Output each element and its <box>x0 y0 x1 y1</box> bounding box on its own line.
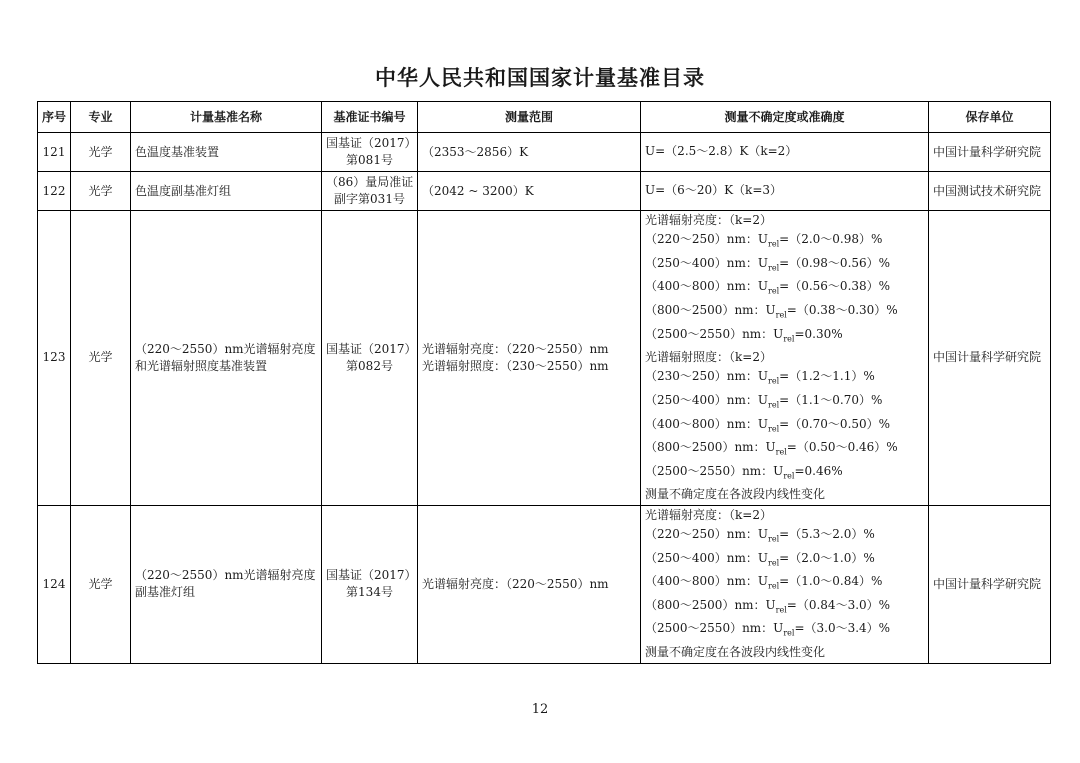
uncertainty-value: =（0.70～0.50）% <box>779 416 891 431</box>
uncertainty-line <box>645 301 924 325</box>
rel-subscript: rel <box>775 310 787 320</box>
cell-no: 124 <box>38 505 71 663</box>
uncertainty-value: =（0.50～0.46）% <box>786 440 898 455</box>
uncertainty-line <box>645 572 924 596</box>
uncertainty-value: =（2.0～0.98）% <box>779 232 883 247</box>
uncertainty-value: 光谱辐射亮度：（k=2） <box>645 213 772 227</box>
cell-field: 光学 <box>71 211 131 506</box>
uncertainty-prefix: （400～800）nm：U <box>645 279 769 294</box>
uncertainty-value: =（1.1～0.70）% <box>779 392 883 407</box>
uncertainty-line <box>645 549 924 573</box>
cell-uncertainty <box>641 211 929 506</box>
uncertainty-value: =（0.38～0.30）% <box>786 302 898 317</box>
rel-subscript: rel <box>768 376 780 386</box>
rel-subscript: rel <box>768 286 780 296</box>
uncertainty-line <box>645 181 924 200</box>
page-number: 12 <box>531 702 549 717</box>
uncertainty-prefix: （250～400）nm：U <box>645 550 769 565</box>
rel-subscript: rel <box>768 263 780 273</box>
uncertainty-line <box>645 462 924 486</box>
uncertainty-value: =0.46% <box>794 463 843 478</box>
cell-uncertainty <box>641 133 929 172</box>
uncertainty-value: 测量不确定度在各波段内线性变化 <box>645 645 826 660</box>
cell-range <box>418 211 641 506</box>
rel-subscript: rel <box>783 333 795 343</box>
uncertainty-line <box>645 619 924 643</box>
uncertainty-line <box>645 596 924 620</box>
cell-unit: 中国测试技术研究院 <box>929 172 1051 211</box>
header-cert: 基准证书编号 <box>322 102 418 133</box>
uncertainty-prefix: （800～2500）nm：U <box>645 597 776 612</box>
uncertainty-prefix: U <box>645 183 656 198</box>
uncertainty-value: =（1.0～0.84）% <box>779 574 883 589</box>
uncertainty-line <box>645 415 924 439</box>
header-field: 专业 <box>71 102 131 133</box>
uncertainty-value: =0.30% <box>794 326 843 341</box>
cell-range <box>418 133 641 172</box>
uncertainty-value: =（2.5～2.8）K（k=2） <box>655 144 798 159</box>
uncertainty-prefix: （250～400）nm：U <box>645 255 769 270</box>
cell-range <box>418 505 641 663</box>
cell-cert <box>322 172 418 211</box>
cell-no: 121 <box>38 133 71 172</box>
page-title: 中华人民共和国国家计量基准目录 <box>375 66 705 90</box>
range-line: （2353～2856）K <box>422 144 529 159</box>
cert-line: 第081号 <box>346 153 393 167</box>
uncertainty-value: =（0.98～0.56）% <box>779 255 891 270</box>
uncertainty-prefix: （2500～2550）nm：U <box>645 463 784 478</box>
cell-unit: 中国计量科学研究院 <box>929 211 1051 506</box>
cell-range <box>418 172 641 211</box>
rel-subscript: rel <box>775 447 787 457</box>
uncertainty-prefix: U <box>645 144 656 159</box>
cert-line: 副字第031号 <box>334 192 405 206</box>
cert-line: 第134号 <box>346 585 393 600</box>
cert-line: 国基证（2017） <box>326 136 417 150</box>
uncertainty-prefix: （2500～2550）nm：U <box>645 326 784 341</box>
table-header-row <box>38 102 1051 133</box>
uncertainty-value: 光谱辐射照度：（k=2） <box>645 350 772 365</box>
uncertainty-value: =（5.3～2.0）% <box>779 527 875 542</box>
cert-line: 国基证（2017） <box>326 568 417 583</box>
cert-line: （86）量局准证 <box>326 175 414 189</box>
uncertainty-value: =（0.84～3.0）% <box>786 597 891 612</box>
cell-uncertainty <box>641 172 929 211</box>
cell-no: 122 <box>38 172 71 211</box>
header-unit: 保存单位 <box>929 102 1051 133</box>
uncertainty-prefix: （400～800）nm：U <box>645 574 769 589</box>
rel-subscript: rel <box>768 558 780 568</box>
rel-subscript: rel <box>783 628 795 638</box>
table-row <box>38 133 1051 172</box>
uncertainty-line <box>645 367 924 391</box>
rel-subscript: rel <box>768 239 780 249</box>
uncertainty-prefix: （220～250）nm：U <box>645 232 769 247</box>
header-uncertainty: 测量不确定度或准确度 <box>641 102 929 133</box>
cell-field: 光学 <box>71 172 131 211</box>
uncertainty-value: =（0.56～0.38）% <box>779 279 891 294</box>
uncertainty-line <box>645 254 924 278</box>
uncertainty-line <box>645 506 924 525</box>
cert-line: 国基证（2017） <box>326 341 417 356</box>
range-line: 光谱辐射亮度：（220～2550）nm <box>422 341 609 356</box>
uncertainty-value: =（6～20）K（k=3） <box>655 183 783 198</box>
uncertainty-line <box>645 142 924 161</box>
uncertainty-prefix: （800～2500）nm：U <box>645 440 776 455</box>
uncertainty-prefix: （400～800）nm：U <box>645 416 769 431</box>
cell-cert <box>322 133 418 172</box>
standards-table <box>37 101 1051 664</box>
uncertainty-line <box>645 643 924 662</box>
cert-line: 第082号 <box>346 358 393 373</box>
range-line: 光谱辐射照度：（230～2550）nm <box>422 358 609 373</box>
header-name: 计量基准名称 <box>131 102 322 133</box>
header-range: 测量范围 <box>418 102 641 133</box>
cell-name: 色温度基准装置 <box>131 133 322 172</box>
uncertainty-line <box>645 348 924 367</box>
uncertainty-value: 测量不确定度在各波段内线性变化 <box>645 487 826 502</box>
cell-field: 光学 <box>71 133 131 172</box>
cell-unit: 中国计量科学研究院 <box>929 133 1051 172</box>
cell-name: 色温度副基准灯组 <box>131 172 322 211</box>
cell-cert <box>322 505 418 663</box>
cell-unit: 中国计量科学研究院 <box>929 505 1051 663</box>
uncertainty-line <box>645 211 924 230</box>
uncertainty-prefix: （230～250）nm：U <box>645 369 769 384</box>
uncertainty-prefix: （2500～2550）nm：U <box>645 621 784 636</box>
rel-subscript: rel <box>768 581 780 591</box>
rel-subscript: rel <box>768 400 780 410</box>
uncertainty-line <box>645 485 924 504</box>
cell-name: （220～2550）nm光谱辐射亮度副基准灯组 <box>131 505 322 663</box>
rel-subscript: rel <box>783 471 795 481</box>
uncertainty-prefix: （220～250）nm：U <box>645 527 769 542</box>
rel-subscript: rel <box>768 534 780 544</box>
range-line: （2042 ~ 3200）K <box>422 183 534 198</box>
uncertainty-line <box>645 277 924 301</box>
rel-subscript: rel <box>775 605 787 615</box>
table-row <box>38 505 1051 663</box>
header-no: 序号 <box>38 102 71 133</box>
cell-cert <box>322 211 418 506</box>
uncertainty-line <box>645 438 924 462</box>
uncertainty-value: =（1.2～1.1）% <box>779 369 875 384</box>
cell-no: 123 <box>38 211 71 506</box>
uncertainty-value: 光谱辐射亮度：（k=2） <box>645 507 772 522</box>
uncertainty-prefix: （800～2500）nm：U <box>645 302 776 317</box>
cell-name: （220～2550）nm光谱辐射亮度和光谱辐射照度基准装置 <box>131 211 322 506</box>
uncertainty-value: =（3.0～3.4）% <box>794 621 891 636</box>
cell-uncertainty <box>641 505 929 663</box>
range-line: 光谱辐射亮度：（220～2550）nm <box>422 576 609 591</box>
table-row <box>38 172 1051 211</box>
uncertainty-line <box>645 525 924 549</box>
uncertainty-value: =（2.0～1.0）% <box>779 550 875 565</box>
uncertainty-prefix: （250～400）nm：U <box>645 392 769 407</box>
table-row <box>38 211 1051 506</box>
cell-field: 光学 <box>71 505 131 663</box>
rel-subscript: rel <box>768 423 780 433</box>
uncertainty-line <box>645 325 924 349</box>
uncertainty-line <box>645 230 924 254</box>
uncertainty-line <box>645 391 924 415</box>
